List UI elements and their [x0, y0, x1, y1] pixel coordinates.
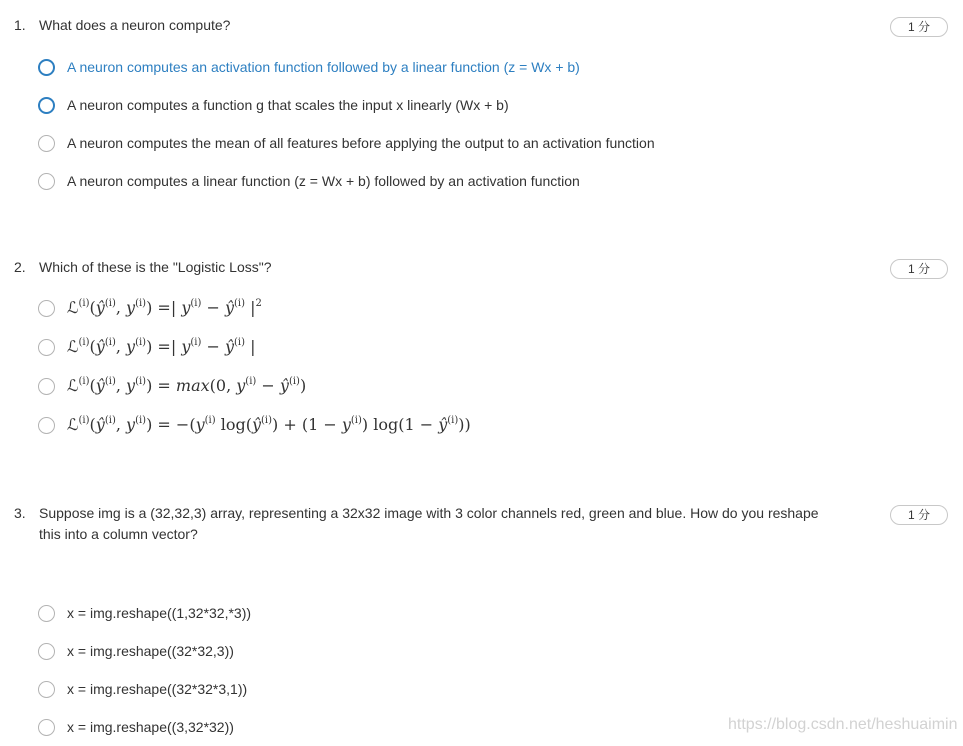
radio-button[interactable]	[38, 59, 55, 76]
points-badge: 1 分	[890, 505, 948, 525]
radio-button[interactable]	[38, 135, 55, 152]
question-number: 1.	[14, 17, 26, 33]
option-1d[interactable]	[38, 170, 580, 192]
radio-button[interactable]	[38, 339, 55, 356]
radio-button[interactable]	[38, 173, 55, 190]
question-number: 3.	[14, 505, 26, 521]
option-1c[interactable]	[38, 132, 655, 154]
option-3d[interactable]	[38, 716, 234, 738]
option-2d[interactable]	[38, 414, 471, 436]
option-label: A neuron computes a function g that scales the input x linearly (Wx + b)	[67, 97, 509, 113]
option-1b[interactable]	[38, 94, 509, 116]
option-label: x = img.reshape((32*32*3,1))	[67, 681, 248, 697]
points-badge: 1 分	[890, 259, 948, 279]
option-label: A neuron computes the mean of all features before applying the output to an activation function	[67, 135, 655, 151]
points-badge: 1 分	[890, 17, 948, 37]
option-formula: $ℒ^{(i)}(ŷ^{(i)}$, $y^{(i)}) = -(y^{(i)}$ $\log(ŷ^{(i)}) + (1 - y^{(i)}) \log(1$ − $ŷ^{(i)}$))	[67, 415, 471, 434]
radio-button[interactable]	[38, 605, 55, 622]
option-2a[interactable]	[38, 297, 262, 319]
radio-button[interactable]	[38, 643, 55, 660]
option-1a[interactable]	[38, 56, 580, 78]
radio-button[interactable]	[38, 300, 55, 317]
question-prompt: Suppose img is a (32,32,3) array, representing a 32x32 image with 3 color channels red, green and blue. How do you reshape this into a column vector?	[39, 505, 819, 542]
radio-button[interactable]	[38, 417, 55, 434]
radio-button[interactable]	[38, 378, 55, 395]
radio-button[interactable]	[38, 97, 55, 114]
option-3b[interactable]	[38, 640, 234, 662]
option-2c[interactable]	[38, 375, 306, 397]
option-label: A neuron computes an activation function followed by a linear function (z = Wx + b)	[67, 59, 580, 75]
option-2b[interactable]	[38, 336, 256, 358]
option-label: A neuron computes a linear function (z = Wx + b) followed by an activation function	[67, 173, 580, 189]
option-label: x = img.reshape((32*32,3))	[67, 643, 234, 659]
option-formula: $ℒ^{(i)}(ŷ^{(i)}$, $y^{(i)}$) =| $y^{(i)}$ − $ŷ^{(i)}$ $|^2$	[67, 298, 262, 317]
option-label: x = img.reshape((1,32*32,*3))	[67, 605, 252, 621]
option-3c[interactable]	[38, 678, 247, 700]
watermark: https://blog.csdn.net/heshuaimin	[728, 716, 958, 733]
radio-button[interactable]	[38, 719, 55, 736]
question-prompt: Which of these is the "Logistic Loss"?	[39, 259, 272, 275]
option-formula: $ℒ^{(i)}(ŷ^{(i)}$, $y^{(i)}$) =| $y^{(i)}$ − $ŷ^{(i)}$ |	[67, 337, 256, 356]
option-formula: $ℒ^{(i)}(ŷ^{(i)}$, $y^{(i)}) = \max(0$, $y^{(i)}$ − $ŷ^{(i)}$)	[67, 376, 307, 395]
question-number: 2.	[14, 259, 26, 275]
option-label: x = img.reshape((3,32*32))	[67, 719, 234, 735]
option-3a[interactable]	[38, 602, 251, 624]
radio-button[interactable]	[38, 681, 55, 698]
question-prompt: What does a neuron compute?	[39, 17, 231, 33]
